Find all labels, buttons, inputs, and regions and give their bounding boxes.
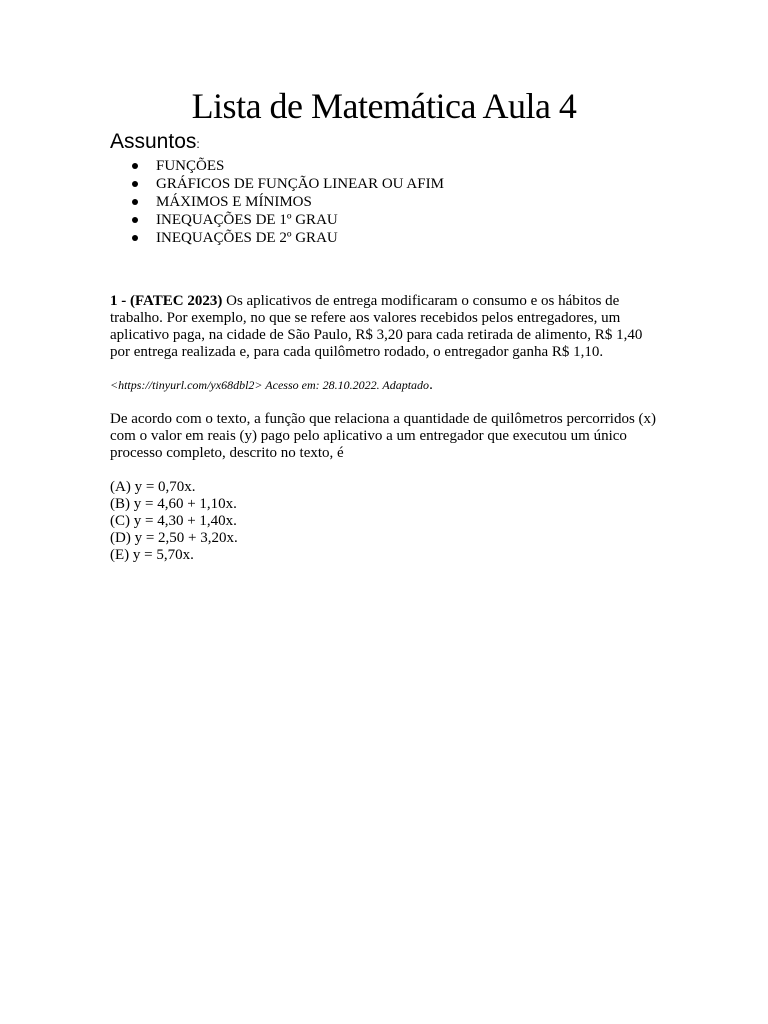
question-source <box>110 377 433 393</box>
source-end: . <box>429 377 433 393</box>
question-statement: De acordo com o texto, a função que relaciona a quantidade de quilômetros percorridos (x) com o valor em reais (y) pago pelo aplicativo a um entregador que executou um único processo completo, descrito no texto, é <box>110 411 657 461</box>
subjects-list <box>110 157 444 247</box>
subject-item-label: MÁXIMOS E MÍNIMOS <box>156 194 312 210</box>
subject-item <box>110 193 444 211</box>
subject-item <box>110 175 444 193</box>
bullet-icon <box>132 235 138 241</box>
answer-option: (C) y = 4,30 + 1,40x. <box>110 513 237 529</box>
answer-option: (D) y = 2,50 + 3,20x. <box>110 530 238 546</box>
answer-option: (B) y = 4,60 + 1,10x. <box>110 496 237 512</box>
answer-option: (A) y = 0,70x. <box>110 479 196 495</box>
bullet-icon <box>132 217 138 223</box>
answer-options <box>110 479 238 564</box>
answer-option: (E) y = 5,70x. <box>110 547 194 563</box>
subject-item <box>110 211 444 229</box>
source-reference: <https://tinyurl.com/yx68dbl2> Acesso em: 28.10.2022. Adaptado <box>110 378 430 392</box>
subject-item-label: INEQUAÇÕES DE 2º GRAU <box>156 230 338 246</box>
subject-item-label: INEQUAÇÕES DE 1º GRAU <box>156 212 338 228</box>
subject-item-label: GRÁFICOS DE FUNÇÃO LINEAR OU AFIM <box>156 176 444 192</box>
question-label: 1 - (FATEC 2023) <box>110 293 223 309</box>
subject-item-label: FUNÇÕES <box>156 158 225 174</box>
bullet-icon <box>132 163 138 169</box>
bullet-icon <box>132 199 138 205</box>
subjects-heading-text: Assuntos <box>110 130 197 153</box>
page-title: Lista de Matemática Aula 4 <box>191 86 577 126</box>
question-text <box>110 293 658 361</box>
subject-item <box>110 229 444 247</box>
subjects-heading <box>110 128 200 158</box>
bullet-icon <box>132 181 138 187</box>
subjects-heading-colon: : <box>196 137 200 151</box>
subject-item <box>110 157 444 175</box>
question-body: Os aplicativos de entrega modificaram o consumo e os hábitos de trabalho. Por exemplo, no que se refere aos valores recebidos pelos entregadores, um aplicativo paga, na cidade de São Paulo, R$ 3,20 para cada retirada de alimento, R$ 1,40 por entrega realizada e, para cada quilômetro rodado, o entregador ganha R$ 1,10. <box>110 293 643 360</box>
